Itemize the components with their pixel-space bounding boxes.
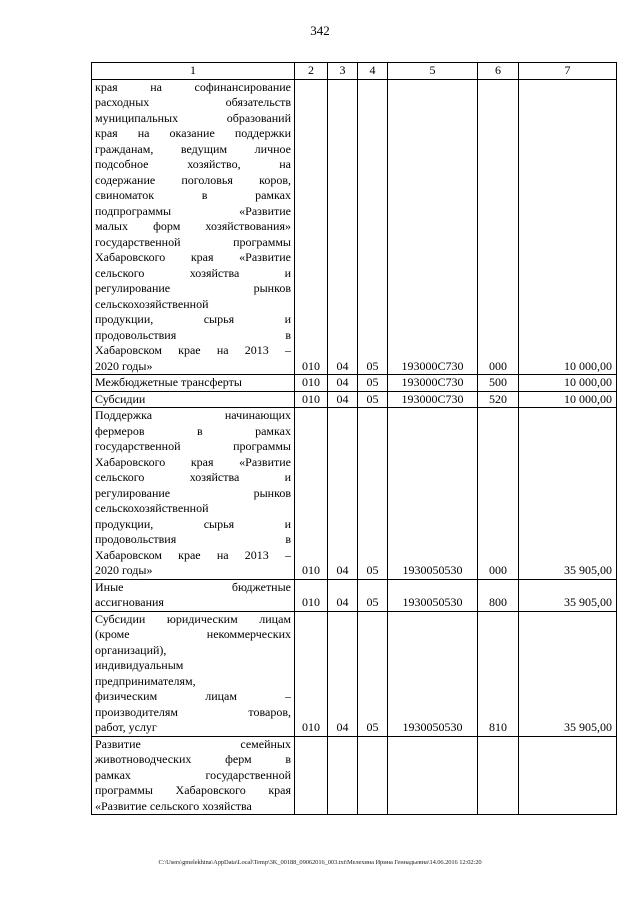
- target-article-code: 1930050530: [388, 408, 478, 580]
- description-line: Поддержка начинающих: [95, 408, 291, 422]
- description-line: (кроме некоммерческих: [95, 627, 291, 641]
- description-line: 2020 годы»: [95, 358, 153, 373]
- description-line: свиноматок в рамках: [95, 188, 291, 202]
- table-row: [92, 79, 617, 375]
- expense-type-code: 000: [478, 79, 519, 375]
- item-code: [358, 736, 388, 815]
- subsection-code: 04: [328, 579, 358, 611]
- description-line: «Развитие сельского хозяйства: [95, 798, 252, 813]
- target-article-code: [388, 736, 478, 815]
- description-line: сельского хозяйства и: [95, 470, 291, 484]
- description-line: Субсидии: [95, 391, 146, 406]
- row-description: [92, 391, 295, 408]
- subsection-code: 04: [328, 375, 358, 392]
- page-number: 342: [310, 23, 330, 38]
- table-row: [92, 391, 617, 408]
- target-article-code: 193000С730: [388, 375, 478, 392]
- description-line: малых форм хозяйствования»: [95, 219, 291, 233]
- section-code: 010: [295, 408, 328, 580]
- description-line: производителям товаров,: [95, 704, 291, 719]
- file-path-footer: C:\Users\gmelekhina\AppData\Local\Temp\3K_00188_09062016_003.txt\Мелехина Ирина Геннадьевна\14.06.2016 12:02:20: [158, 859, 482, 866]
- row-description: [92, 79, 295, 375]
- table-row: [92, 408, 617, 580]
- row-description: [92, 375, 295, 392]
- description-line: подсобное хозяйство, на: [95, 157, 291, 171]
- expense-type-code: 500: [478, 375, 519, 392]
- description-line: продукции, сырья и: [95, 312, 291, 326]
- row-description: [92, 736, 295, 815]
- header-row: [92, 63, 617, 80]
- budget-table: [91, 62, 617, 815]
- description-line: программы Хабаровского края: [95, 783, 291, 797]
- section-code: 010: [295, 391, 328, 408]
- target-article-code: 1930050530: [388, 611, 478, 736]
- subsection-code: [328, 736, 358, 815]
- item-code: 05: [358, 391, 388, 408]
- description-line: ассигнования: [95, 595, 164, 609]
- section-code: 010: [295, 611, 328, 736]
- item-code: 05: [358, 375, 388, 392]
- description-line: содержание поголовья коров,: [95, 172, 291, 187]
- section-code: [295, 736, 328, 815]
- description-line: рамках государственной: [95, 767, 291, 782]
- description-line: муниципальных образований: [95, 110, 291, 125]
- description-line: организаций),: [95, 642, 167, 657]
- row-description: [92, 408, 295, 580]
- description-line: гражданам, ведущим личное: [95, 141, 291, 156]
- description-line: работ, услуг: [95, 720, 157, 734]
- description-line: государственной программы: [95, 439, 291, 453]
- description-line: края на софинансирование: [95, 79, 291, 94]
- description-line: продовольствия в: [95, 532, 291, 546]
- item-code: 05: [358, 79, 388, 375]
- description-line: Хабаровском крае на 2013 –: [95, 547, 291, 562]
- description-line: индивидуальным: [95, 658, 184, 672]
- header-cell-4: 4: [358, 63, 388, 80]
- description-line: Хабаровском крае на 2013 –: [95, 343, 291, 357]
- description-line: края на оказание поддержки: [95, 126, 291, 140]
- amount: 10 000,00: [519, 375, 617, 392]
- amount: 35 905,00: [519, 579, 617, 611]
- description-line: сельскохозяйственной: [95, 501, 209, 515]
- description-line: расходных обязательств: [95, 95, 291, 109]
- header-cell-7: 7: [519, 63, 617, 80]
- subsection-code: 04: [328, 611, 358, 736]
- description-line: Хабаровского края «Развитие: [95, 250, 291, 264]
- description-line: регулирование рынков: [95, 485, 291, 500]
- expense-type-code: 800: [478, 579, 519, 611]
- description-line: регулирование рынков: [95, 281, 291, 295]
- description-line: Межбюджетные трансферты: [95, 375, 242, 389]
- table-row: [92, 736, 617, 815]
- item-code: 05: [358, 408, 388, 580]
- expense-type-code: 520: [478, 391, 519, 408]
- amount: 10 000,00: [519, 79, 617, 375]
- table-row: [92, 375, 617, 392]
- description-line: продукции, сырья и: [95, 516, 291, 531]
- table-row: [92, 611, 617, 736]
- description-line: продовольствия в: [95, 327, 291, 342]
- row-description: [92, 611, 295, 736]
- description-line: физическим лицам –: [95, 689, 291, 703]
- expense-type-code: 000: [478, 408, 519, 580]
- target-article-code: 193000С730: [388, 391, 478, 408]
- header-cell-1: 1: [92, 63, 295, 80]
- amount: [519, 736, 617, 815]
- section-code: 010: [295, 79, 328, 375]
- description-line: Иные бюджетные: [95, 579, 291, 594]
- amount: 35 905,00: [519, 408, 617, 580]
- section-code: 010: [295, 579, 328, 611]
- description-line: сельского хозяйства и: [95, 265, 291, 280]
- amount: 10 000,00: [519, 391, 617, 408]
- subsection-code: 04: [328, 408, 358, 580]
- description-line: фермеров в рамках: [95, 423, 291, 438]
- target-article-code: 193000С730: [388, 79, 478, 375]
- expense-type-code: 810: [478, 611, 519, 736]
- description-line: животноводческих ферм в: [95, 752, 291, 766]
- row-description: [92, 579, 295, 611]
- expense-type-code: [478, 736, 519, 815]
- table-body: [92, 63, 617, 815]
- description-line: государственной программы: [95, 234, 291, 249]
- description-line: Субсидии юридическим лицам: [95, 611, 291, 626]
- description-line: подпрограммы «Развитие: [95, 203, 291, 218]
- subsection-code: 04: [328, 391, 358, 408]
- description-line: сельскохозяйственной: [95, 296, 209, 311]
- header-cell-6: 6: [478, 63, 519, 80]
- target-article-code: 1930050530: [388, 579, 478, 611]
- table-row: [92, 579, 617, 611]
- description-line: предпринимателям,: [95, 673, 196, 688]
- header-cell-3: 3: [328, 63, 358, 80]
- description-line: 2020 годы»: [95, 563, 153, 577]
- section-code: 010: [295, 375, 328, 392]
- item-code: 05: [358, 611, 388, 736]
- header-cell-5: 5: [388, 63, 478, 80]
- subsection-code: 04: [328, 79, 358, 375]
- description-line: Хабаровского края «Развитие: [95, 454, 291, 469]
- header-cell-2: 2: [295, 63, 328, 80]
- item-code: 05: [358, 579, 388, 611]
- description-line: Развитие семейных: [95, 736, 291, 751]
- amount: 35 905,00: [519, 611, 617, 736]
